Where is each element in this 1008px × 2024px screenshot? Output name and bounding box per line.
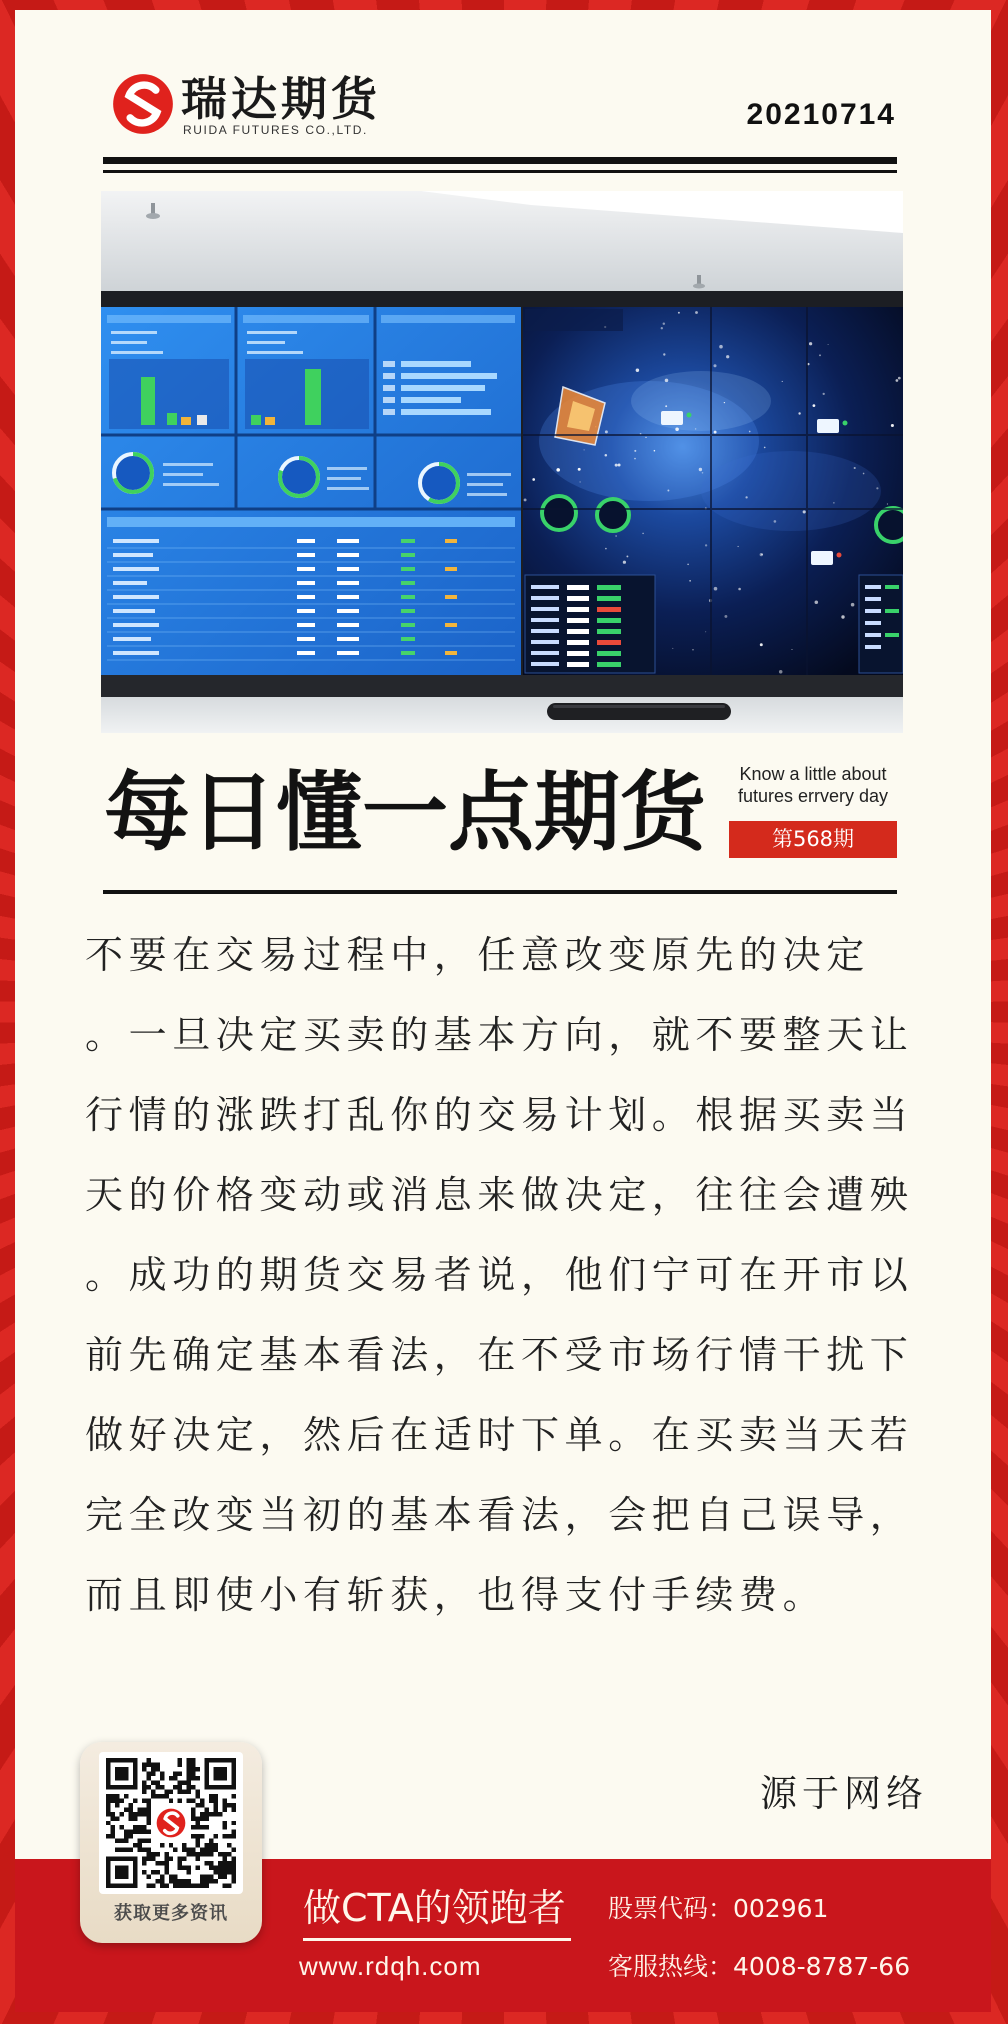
- body-line: 行情的涨跌打乱你的交易计划。根据买卖当: [85, 1093, 914, 1137]
- nebula-glow: [701, 451, 881, 531]
- page-title: 每日懂一点期货: [104, 763, 706, 863]
- star: [863, 473, 865, 475]
- star: [654, 450, 656, 452]
- star: [605, 454, 608, 457]
- star: [618, 464, 621, 467]
- table-header: [107, 517, 515, 527]
- star: [828, 344, 829, 345]
- data-table-panel: [525, 575, 655, 673]
- star: [803, 510, 806, 513]
- star: [714, 431, 717, 434]
- star: [695, 428, 697, 430]
- star: [605, 430, 608, 433]
- gauge: [420, 464, 458, 502]
- star: [726, 355, 729, 358]
- source-note: 源于网络: [760, 1772, 928, 1815]
- body-line: 前先确定基本看法，在不受市场行情干扰下: [85, 1333, 914, 1377]
- body-line: 天的价格变动或消息来做决定，往往会遭殃: [85, 1173, 914, 1217]
- gauge: [597, 499, 629, 531]
- star: [584, 449, 585, 450]
- star: [891, 424, 894, 427]
- issue-date: 20210714: [746, 98, 896, 131]
- star: [580, 481, 581, 482]
- ruida-logo-icon: [111, 72, 175, 136]
- star: [675, 428, 679, 432]
- star: [764, 447, 766, 449]
- star: [705, 544, 707, 546]
- tagline-line-2: futures errvery day: [737, 786, 889, 806]
- soundbar: [547, 703, 731, 720]
- video-wall-bottom-frame: [101, 675, 903, 697]
- footer-hotline: 客服热线：4008-8787-66: [608, 1952, 911, 1981]
- star: [738, 588, 741, 591]
- star: [695, 311, 698, 314]
- star: [702, 472, 704, 474]
- article-body: [85, 915, 913, 1635]
- body-line: 做好决定，然后在适时下单。在买卖当天若: [85, 1413, 914, 1457]
- gauge: [876, 508, 903, 542]
- gauge: [280, 458, 318, 496]
- star: [692, 649, 693, 650]
- qr-code-icon: [106, 1758, 236, 1888]
- orange-bar: [265, 417, 275, 425]
- issue-badge: 第568期: [729, 821, 897, 858]
- brand-name-english: RUIDA FUTURES CO.,LTD.: [183, 123, 368, 137]
- qr-code: [99, 1752, 243, 1894]
- star: [636, 368, 639, 371]
- body-line: 而且即使小有斩获，也得支付手续费。: [85, 1573, 827, 1617]
- star: [605, 548, 607, 550]
- green-bar: [251, 415, 261, 425]
- star: [615, 464, 618, 467]
- control-room-illustration: [101, 191, 903, 733]
- green-bar: [141, 377, 155, 425]
- screen-header: [525, 309, 623, 331]
- star: [687, 564, 688, 565]
- star: [713, 364, 716, 367]
- gauge: [114, 454, 152, 492]
- star: [851, 603, 855, 607]
- slogan-underline: [303, 1938, 571, 1941]
- star: [615, 535, 616, 536]
- body-line: 完全改变当初的基本看法，会把自己误导，: [85, 1493, 914, 1537]
- white-bar: [197, 415, 207, 425]
- green-bar: [305, 369, 321, 425]
- panel-header: [381, 315, 515, 323]
- star: [815, 601, 819, 605]
- star: [667, 490, 669, 492]
- star: [578, 468, 581, 471]
- star: [626, 555, 628, 557]
- star: [749, 431, 751, 433]
- star: [813, 404, 816, 407]
- star: [524, 498, 527, 501]
- lower-wall: [101, 697, 903, 733]
- star: [819, 354, 821, 356]
- body-line: 。成功的期货交易者说，他们宁可在开市以: [85, 1253, 914, 1297]
- star: [665, 379, 669, 383]
- qr-card: [80, 1742, 262, 1943]
- star: [761, 554, 762, 555]
- star: [556, 468, 560, 472]
- nebula-glow: [631, 371, 771, 431]
- star: [898, 377, 901, 380]
- gauge: [542, 496, 576, 530]
- star: [719, 345, 723, 349]
- star: [791, 649, 792, 650]
- star: [724, 402, 725, 403]
- qr-finder-pattern: [106, 1857, 137, 1888]
- control-room-photo: [101, 191, 903, 733]
- star: [678, 312, 680, 314]
- footer-slogan: 做CTA的领跑者: [303, 1886, 566, 1930]
- header-divider-thin: [103, 170, 897, 173]
- star: [724, 615, 727, 618]
- data-table-panel: [859, 575, 903, 673]
- star: [642, 533, 644, 535]
- table-green-cells: [401, 539, 415, 655]
- star: [663, 322, 665, 324]
- star: [634, 458, 636, 460]
- body-line: 。一旦决定买卖的基本方向，就不要整天让: [85, 1013, 914, 1057]
- star: [782, 381, 783, 382]
- star: [779, 670, 783, 674]
- star: [661, 327, 663, 329]
- star: [854, 467, 856, 469]
- tagline-line-1: Know a little about: [739, 764, 887, 784]
- star: [689, 580, 690, 581]
- panel-header: [107, 315, 231, 323]
- star: [833, 502, 834, 503]
- star: [672, 648, 673, 649]
- star: [623, 561, 626, 564]
- qr-finder-pattern: [205, 1758, 236, 1789]
- star: [774, 520, 777, 523]
- orange-bar: [181, 417, 191, 425]
- star: [532, 478, 535, 481]
- star: [745, 496, 747, 498]
- footer-stock-code: 股票代码：002961: [608, 1894, 829, 1923]
- star: [714, 587, 718, 591]
- star: [699, 468, 702, 471]
- star: [841, 615, 844, 618]
- star: [823, 393, 825, 395]
- star: [645, 437, 646, 438]
- body-line: 不要在交易过程中，任意改变原先的决定: [85, 933, 870, 977]
- star: [887, 503, 888, 504]
- qr-caption: 获取更多资讯: [114, 1903, 228, 1924]
- title-divider: [103, 890, 897, 894]
- star: [798, 412, 800, 414]
- footer-website: www.rdqh.com: [299, 1951, 482, 1981]
- qr-finder-pattern: [106, 1758, 137, 1789]
- header-divider-thick: [103, 157, 897, 164]
- star: [665, 405, 667, 407]
- star: [634, 450, 636, 452]
- qr-center-logo-icon: [154, 1806, 187, 1839]
- space-screen: [523, 307, 903, 675]
- star: [738, 546, 739, 547]
- green-bar: [167, 413, 177, 425]
- star: [876, 487, 878, 489]
- star: [896, 379, 899, 382]
- star: [663, 353, 665, 355]
- star: [705, 631, 706, 632]
- star: [760, 643, 763, 646]
- star: [809, 342, 812, 345]
- dashboard-screens: [101, 307, 521, 675]
- brand-name: 瑞达期货: [181, 72, 381, 126]
- panel-header: [243, 315, 369, 323]
